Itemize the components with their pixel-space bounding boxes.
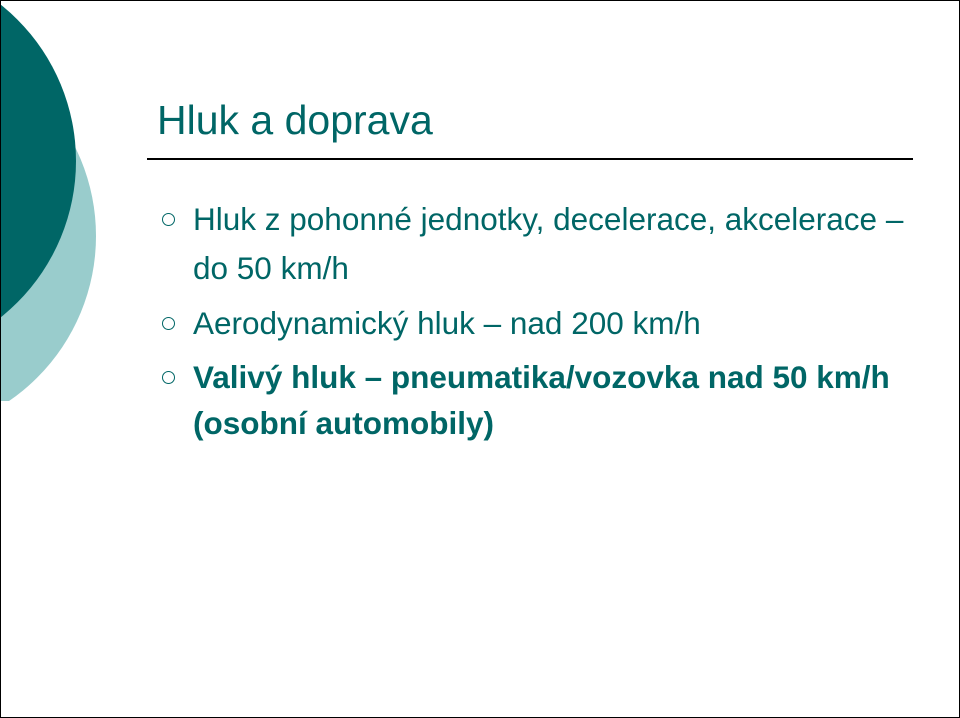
bullet-text-3: Valivý hluk – pneumatika/vozovka nad 50 km/h (osobní automobily) [193, 359, 890, 441]
slide-title: Hluk a doprava [157, 97, 433, 143]
bullet-text-2: Aerodynamický hluk – nad 200 km/h [193, 305, 701, 341]
bullet-item-2 [158, 299, 938, 348]
bullet-item-3 [158, 354, 938, 446]
hollow-circle-icon [162, 213, 175, 226]
bullet-text-1: Hluk z pohonné jednotky, decelerace, akcelerace – do 50 km/h [193, 201, 904, 286]
title-underline [147, 158, 913, 160]
bullet-item-1 [158, 195, 938, 293]
hollow-circle-icon [162, 371, 175, 384]
bullet-list [158, 195, 938, 452]
hollow-circle-icon [162, 317, 175, 330]
decorative-circles [1, 1, 121, 401]
